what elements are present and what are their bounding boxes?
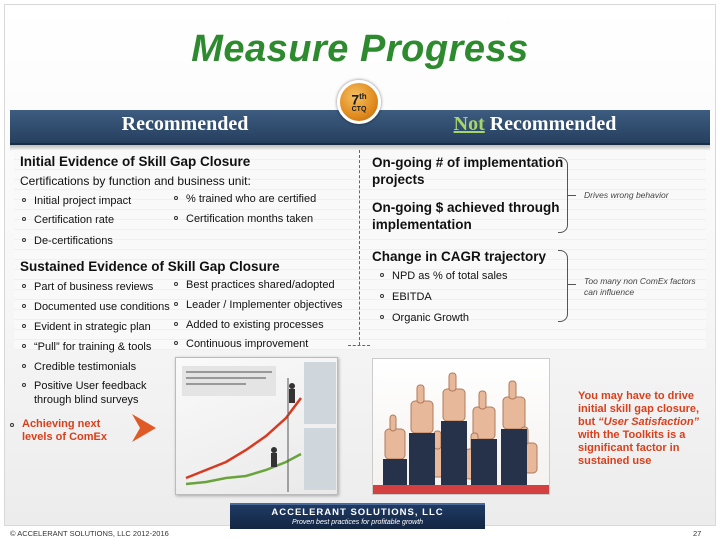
list-item: [174, 193, 316, 205]
orange-arrow-icon: [130, 410, 158, 446]
right-brace-top-tick: [568, 195, 576, 196]
callout-line-1: Achieving next: [22, 418, 101, 430]
bullet-icon: [380, 315, 384, 319]
callout-text-pre: You may have to drive initial skill gap closure, but: [578, 390, 700, 428]
bullet-icon: [22, 284, 26, 288]
list-item-label: Added to existing processes: [186, 319, 324, 331]
list-item-label: Documented use conditions: [34, 301, 170, 313]
bullet-icon: [22, 383, 26, 387]
bullet-icon: [174, 341, 178, 345]
list-item-label: Continuous improvement: [186, 338, 309, 350]
list-item: [174, 299, 343, 311]
list-item: [380, 312, 469, 324]
badge-superscript: th: [359, 92, 367, 101]
callout-text-quote: “User Satisfaction”: [598, 416, 700, 428]
bullet-icon: [22, 238, 26, 242]
badge-number-value: 7: [351, 91, 360, 108]
right-item-cagr: Change in CAGR trajectory: [372, 249, 547, 264]
list-item: [22, 195, 131, 207]
page-title: Measure Progress: [191, 28, 529, 70]
column-divider: [359, 150, 360, 345]
list-item-label: Leader / Implementer objectives: [186, 299, 343, 311]
right-item-dollars-achieved: On-going $ achieved through implementation: [372, 200, 560, 232]
bullet-icon: [22, 344, 26, 348]
bullet-icon: [380, 294, 384, 298]
list-item: [22, 301, 170, 313]
not-recommended-rest: Recommended: [484, 113, 617, 135]
right-brace-bottom: [558, 250, 568, 322]
bullet-icon: [174, 216, 178, 220]
column-divider-foot: [348, 345, 370, 346]
list-item: [22, 361, 136, 373]
badge-subtitle: CTQ: [351, 106, 367, 113]
bullet-icon: [22, 304, 26, 308]
bullet-icon: [174, 302, 178, 306]
bullet-icon: [22, 324, 26, 328]
list-item-label: % trained who are certified: [186, 193, 317, 205]
recommended-header: Recommended: [121, 113, 249, 135]
list-item: [174, 213, 313, 225]
right-brace-top: [558, 157, 568, 233]
section1-title: Initial Evidence of Skill Gap Closure: [20, 154, 251, 169]
list-item-label: De-certifications: [34, 235, 113, 247]
note-too-many-factors: Too many non ComEx factors can influence: [584, 276, 696, 297]
list-item: [174, 319, 324, 331]
list-item: [22, 281, 153, 293]
callout-text-post: with the Toolkits is a significant factor in sustained use: [578, 429, 686, 467]
list-item-continued: through blind surveys: [34, 394, 139, 406]
bullet-icon: [22, 364, 26, 368]
list-item-label: Certification months taken: [186, 213, 314, 225]
list-item: [22, 235, 113, 247]
footer-brand-band: [230, 503, 485, 529]
list-item: [22, 321, 151, 333]
section1-subtitle: Certifications by function and business unit:: [20, 174, 251, 188]
thumbs-up-photo: [372, 358, 550, 495]
list-item-label: “Pull” for training & tools: [34, 341, 152, 353]
note-drives-wrong-behavior: Drives wrong behavior: [584, 190, 669, 200]
ctq-badge: [337, 80, 381, 124]
list-item-label: NPD as % of total sales: [392, 270, 508, 282]
bullet-icon: [22, 217, 26, 221]
list-item: [174, 279, 335, 291]
chart-illustration: [175, 357, 338, 495]
section2-title: Sustained Evidence of Skill Gap Closure: [20, 259, 280, 274]
list-item: [174, 338, 308, 350]
copyright-text: © ACCELERANT SOLUTIONS, LLC 2012-2016: [10, 529, 169, 538]
footer-tagline: Proven best practices for profitable growth: [291, 519, 424, 526]
list-item: [380, 270, 508, 282]
bullet-icon: [22, 198, 26, 202]
list-item-label: EBITDA: [392, 291, 432, 303]
bullet-icon: [174, 322, 178, 326]
callout-achieving: [22, 418, 132, 444]
list-item-label: Credible testimonials: [34, 361, 137, 373]
bullet-icon: [174, 196, 178, 200]
footer-brand-name: ACCELERANT SOLUTIONS, LLC: [271, 507, 444, 518]
bullet-icon: [380, 273, 384, 277]
not-recommended-header: [360, 113, 710, 136]
list-item-label: Certification rate: [34, 214, 115, 226]
list-item: [380, 291, 432, 303]
callout-line-2: levels of ComEx: [22, 431, 107, 443]
callout-bullet: [10, 420, 22, 432]
right-brace-bottom-tick: [568, 284, 576, 285]
list-item-label: Positive User feedback: [34, 380, 147, 392]
not-word: Not: [453, 113, 485, 135]
right-item-implementation-projects: On-going # of implementation projects: [372, 155, 564, 187]
bullet-icon: [174, 282, 178, 286]
badge-number: [340, 90, 378, 107]
list-item: [22, 214, 114, 226]
list-item: [22, 380, 147, 392]
page-number: 27: [693, 529, 702, 538]
bullet-icon: [10, 423, 14, 427]
callout-user-satisfaction: [578, 390, 708, 468]
list-item-label: Organic Growth: [392, 312, 470, 324]
list-item-label: Evident in strategic plan: [34, 321, 151, 333]
list-item: [22, 341, 151, 353]
list-item-label: Part of business reviews: [34, 281, 154, 293]
list-item-label: Best practices shared/adopted: [186, 279, 335, 291]
list-item-label: Initial project impact: [34, 195, 132, 207]
